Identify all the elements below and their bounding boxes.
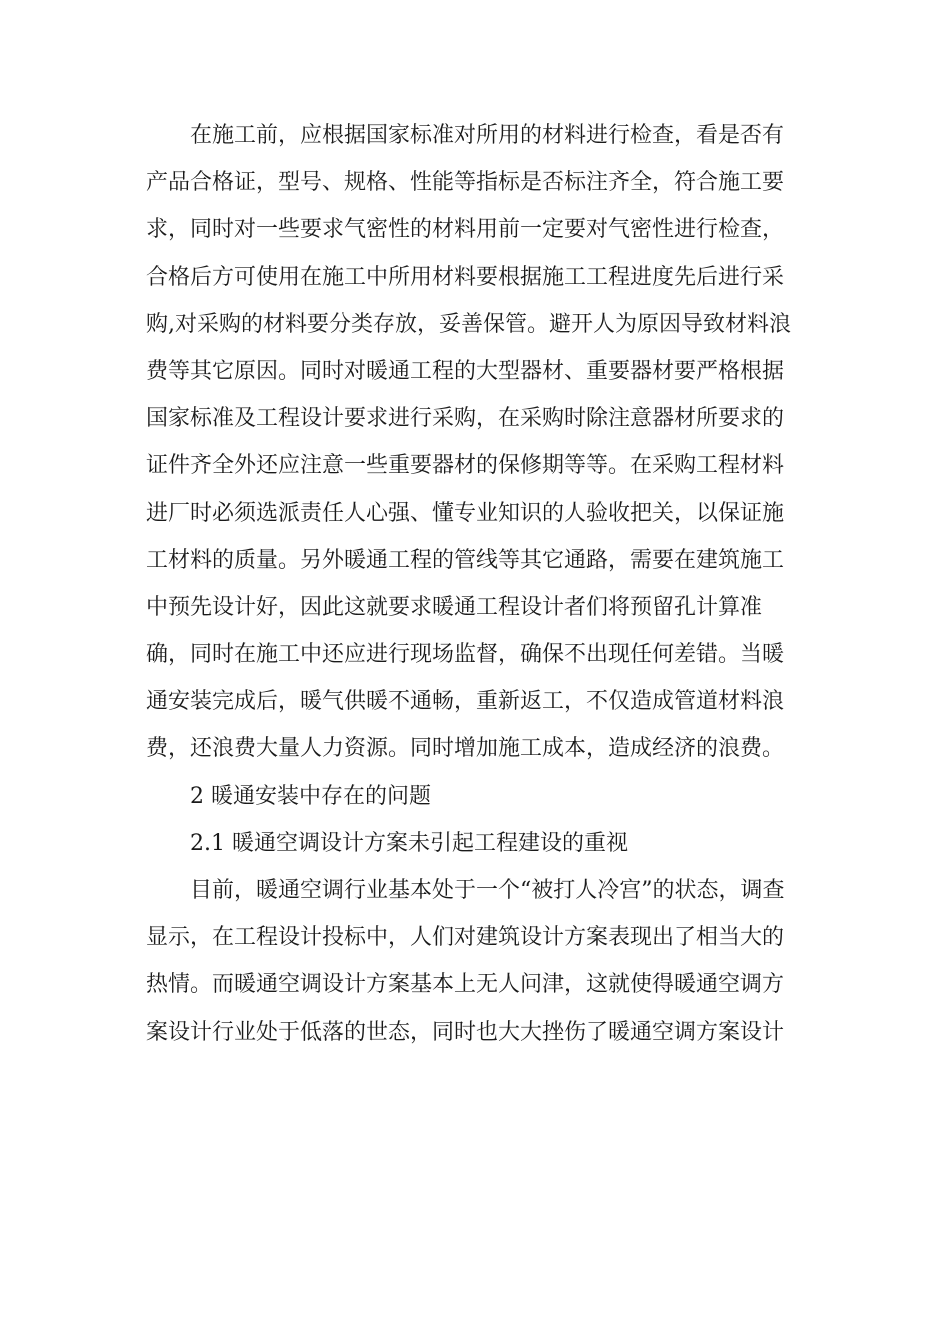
text-line: 产品合格证，型号、规格、性能等指标是否标注齐全，符合施工要 [146, 170, 785, 196]
text-line: 费，还浪费大量人力资源。同时增加施工成本，造成经济的浪费。 [146, 736, 785, 762]
document-body [146, 112, 806, 1056]
text-line: 进厂时必须选派责任人心强、懂专业知识的人验收把关，以保证施 [146, 500, 785, 526]
text-line: 证件齐全外还应注意一些重要器材的保修期等等。在采购工程材料 [146, 453, 785, 479]
text-line: 购,对采购的材料要分类存放，妥善保管。避开人为原因导致材料浪 [146, 311, 791, 337]
text-line: 确，同时在施工中还应进行现场监督，确保不出现任何差错。当暖 [146, 642, 785, 668]
text-line: 案设计行业处于低落的世态，同时也大大挫伤了暖通空调方案设计 [146, 1019, 785, 1045]
text-line: 工材料的质量。另外暖通工程的管线等其它通路，需要在建筑施工 [146, 547, 785, 573]
text-line: 热情。而暖通空调设计方案基本上无人问津，这就使得暖通空调方 [146, 972, 785, 998]
text-line: 显示，在工程设计投标中，人们对建筑设计方案表现出了相当大的 [146, 925, 785, 951]
text-line: 通安装完成后，暖气供暖不通畅，重新返工，不仅造成管道材料浪 [146, 689, 785, 715]
text-line: 合格后方可使用在施工中所用材料要根据施工工程进度先后进行采 [146, 264, 785, 290]
subsection-heading: 2.1 暖通空调设计方案未引起工程建设的重视 [190, 830, 628, 856]
text-line: 中预先设计好，因此这就要求暖通工程设计者们将预留孔计算准 [146, 594, 763, 620]
text-line: 求，同时对一些要求气密性的材料用前一定要对气密性进行检查， [146, 217, 785, 243]
text-line: 国家标准及工程设计要求进行采购，在采购时除注意器材所要求的 [146, 406, 785, 432]
text-line: 在施工前，应根据国家标准对所用的材料进行检查，看是否有 [190, 123, 785, 148]
section-heading: 2 暖通安装中存在的问题 [190, 783, 431, 809]
text-line: 费等其它原因。同时对暖通工程的大型器材、重要器材要严格根据 [146, 358, 785, 384]
text-line: 目前，暖通空调行业基本处于一个“被打人冷宫”的状态，调查 [190, 878, 785, 903]
